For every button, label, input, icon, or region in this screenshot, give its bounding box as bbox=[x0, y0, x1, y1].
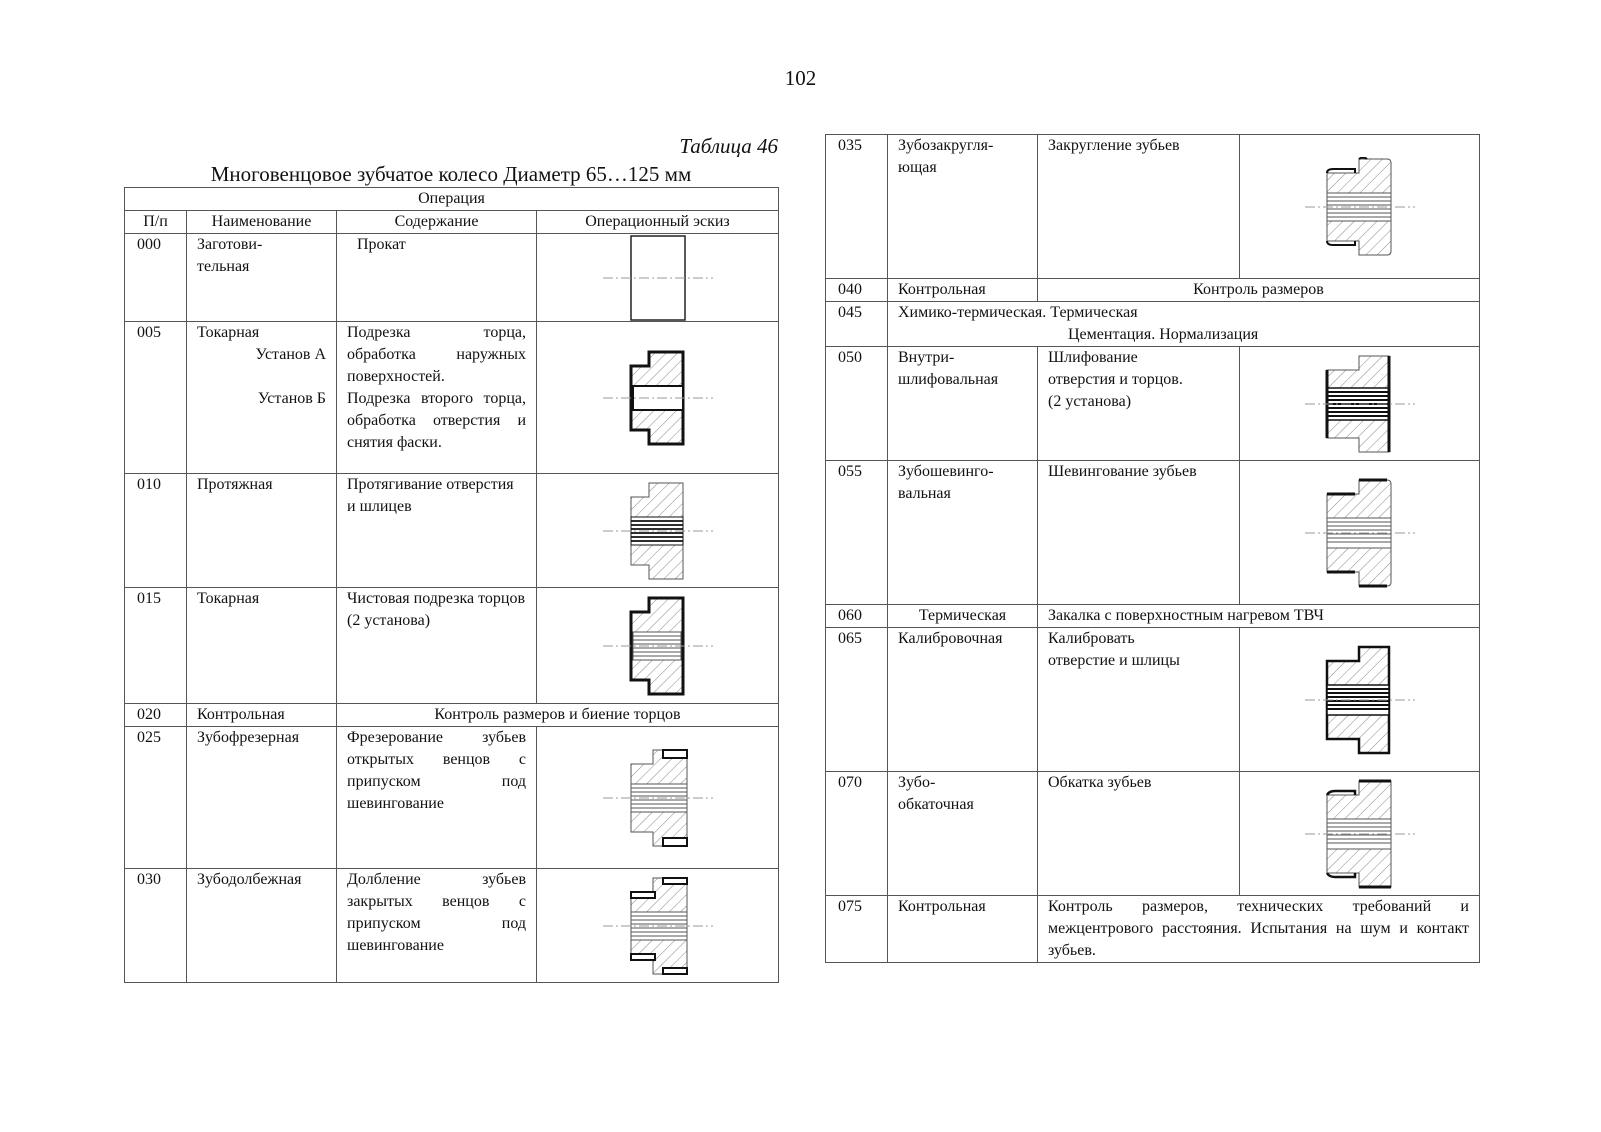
table-row bbox=[826, 347, 1480, 461]
op-content: Фрезерование зубьев открытых венцов с припуском под шевингование bbox=[337, 727, 537, 869]
op-name: Токарная bbox=[187, 588, 337, 704]
op-name: Зубозакругля- ющая bbox=[888, 135, 1038, 279]
op-content bbox=[888, 302, 1480, 347]
table-heading: Многовенцовое зубчатое колесо Диаметр 65…125 мм bbox=[210, 162, 692, 186]
table-row bbox=[826, 135, 1480, 279]
op-content: Обкатка зубьев bbox=[1038, 772, 1240, 896]
op-content: Чистовая подрезка торцов (2 установа) bbox=[337, 588, 537, 704]
op-name bbox=[187, 322, 337, 474]
op-content: Шевингование зубьев bbox=[1038, 461, 1240, 605]
op-num: 070 bbox=[826, 772, 888, 896]
header-num: П/п bbox=[125, 211, 187, 234]
table-row bbox=[826, 772, 1480, 896]
op-num: 065 bbox=[826, 628, 888, 772]
op-content-b: Подрезка второго торца, обработка отверстия и снятия фаски. bbox=[347, 390, 526, 451]
op-num: 000 bbox=[125, 234, 187, 322]
header-name: Наименование bbox=[187, 211, 337, 234]
table-row bbox=[826, 279, 1480, 302]
op-num: 025 bbox=[125, 727, 187, 869]
table-row bbox=[826, 896, 1480, 963]
table-row bbox=[125, 869, 779, 983]
internal-grinding-sketch-icon bbox=[1240, 347, 1480, 461]
op-content-line2: Цементация. Нормализация bbox=[1068, 326, 1259, 343]
op-content: Контроль размеров bbox=[1038, 279, 1480, 302]
table-row bbox=[826, 461, 1480, 605]
op-num: 010 bbox=[125, 474, 187, 588]
op-name: Контрольная bbox=[187, 704, 337, 727]
table-caption: Таблица 46 bbox=[679, 134, 778, 158]
header-content: Содержание bbox=[337, 211, 537, 234]
op-name: Термическая bbox=[888, 605, 1038, 628]
finish-turned-gear-sketch-icon bbox=[537, 588, 779, 704]
op-content: Закалка с поверхностным нагревом ТВЧ bbox=[1038, 605, 1480, 628]
setup-a-label: Установ А bbox=[255, 346, 326, 363]
op-num: 055 bbox=[826, 461, 888, 605]
page-number: 102 bbox=[784, 66, 817, 90]
op-content: Прокат bbox=[337, 234, 537, 322]
tooth-rounding-sketch-icon bbox=[1240, 135, 1480, 279]
header-sketch: Операционный эскиз bbox=[537, 211, 779, 234]
op-name: Калибровочная bbox=[888, 628, 1038, 772]
op-name: Внутри- шлифовальная bbox=[888, 347, 1038, 461]
table-row bbox=[125, 322, 779, 474]
op-num: 005 bbox=[125, 322, 187, 474]
calibration-sketch-icon bbox=[1240, 628, 1480, 772]
op-content: Контроль размеров и биение торцов bbox=[337, 704, 779, 727]
operations-table-right bbox=[825, 134, 1480, 963]
op-content-a: Подрезка торца, обработка наружных поверхностей. bbox=[347, 324, 526, 385]
op-name: Зубо- обкаточная bbox=[888, 772, 1038, 896]
op-num: 035 bbox=[826, 135, 888, 279]
lapping-sketch-icon bbox=[1240, 772, 1480, 896]
op-name: Зубофрезерная bbox=[187, 727, 337, 869]
op-content: Долбление зубьев закрытых венцов с припуском под шевингование bbox=[337, 869, 537, 983]
setup-b-label: Установ Б bbox=[257, 390, 326, 407]
op-content: Контроль размеров, технических требований и межцентрового расстояния. Испытания на шум и контакт зубьев. bbox=[1038, 896, 1480, 963]
turned-gear-sketch-icon bbox=[537, 322, 779, 474]
op-num: 030 bbox=[125, 869, 187, 983]
table-row bbox=[125, 588, 779, 704]
op-num: 045 bbox=[826, 302, 888, 347]
shaping-sketch-icon bbox=[537, 869, 779, 983]
op-content-line1: Химико-термическая. Термическая bbox=[898, 304, 1138, 321]
op-num: 075 bbox=[826, 896, 888, 963]
hobbing-sketch-icon bbox=[537, 727, 779, 869]
broached-gear-sketch-icon bbox=[537, 474, 779, 588]
op-name: Зубошевинго- вальная bbox=[888, 461, 1038, 605]
op-num: 040 bbox=[826, 279, 888, 302]
header-row bbox=[125, 211, 779, 234]
op-name-text: Токарная bbox=[197, 324, 260, 341]
op-name: Зубодолбежная bbox=[187, 869, 337, 983]
op-content: Протягивание отверстия и шлицев bbox=[337, 474, 537, 588]
op-name: Контрольная bbox=[888, 279, 1038, 302]
op-content: Калибровать отверстие и шлицы bbox=[1038, 628, 1240, 772]
table-row bbox=[125, 474, 779, 588]
op-num: 060 bbox=[826, 605, 888, 628]
header-row-operation bbox=[125, 188, 779, 211]
table-row bbox=[826, 628, 1480, 772]
header-operation: Операция bbox=[125, 188, 779, 211]
op-content: Шлифование отверстия и торцов. (2 установа) bbox=[1038, 347, 1240, 461]
table-row bbox=[125, 727, 779, 869]
blank-sketch-icon bbox=[537, 234, 779, 322]
op-content: Закругление зубьев bbox=[1038, 135, 1240, 279]
table-row bbox=[125, 234, 779, 322]
table-row bbox=[826, 605, 1480, 628]
table-row bbox=[125, 704, 779, 727]
op-content bbox=[337, 322, 537, 474]
op-name: Заготови- тельная bbox=[187, 234, 337, 322]
op-name: Контрольная bbox=[888, 896, 1038, 963]
shaving-sketch-icon bbox=[1240, 461, 1480, 605]
op-num: 020 bbox=[125, 704, 187, 727]
table-row bbox=[826, 302, 1480, 347]
op-name: Протяжная bbox=[187, 474, 337, 588]
op-num: 015 bbox=[125, 588, 187, 704]
op-num: 050 bbox=[826, 347, 888, 461]
operations-table-left bbox=[124, 187, 779, 983]
